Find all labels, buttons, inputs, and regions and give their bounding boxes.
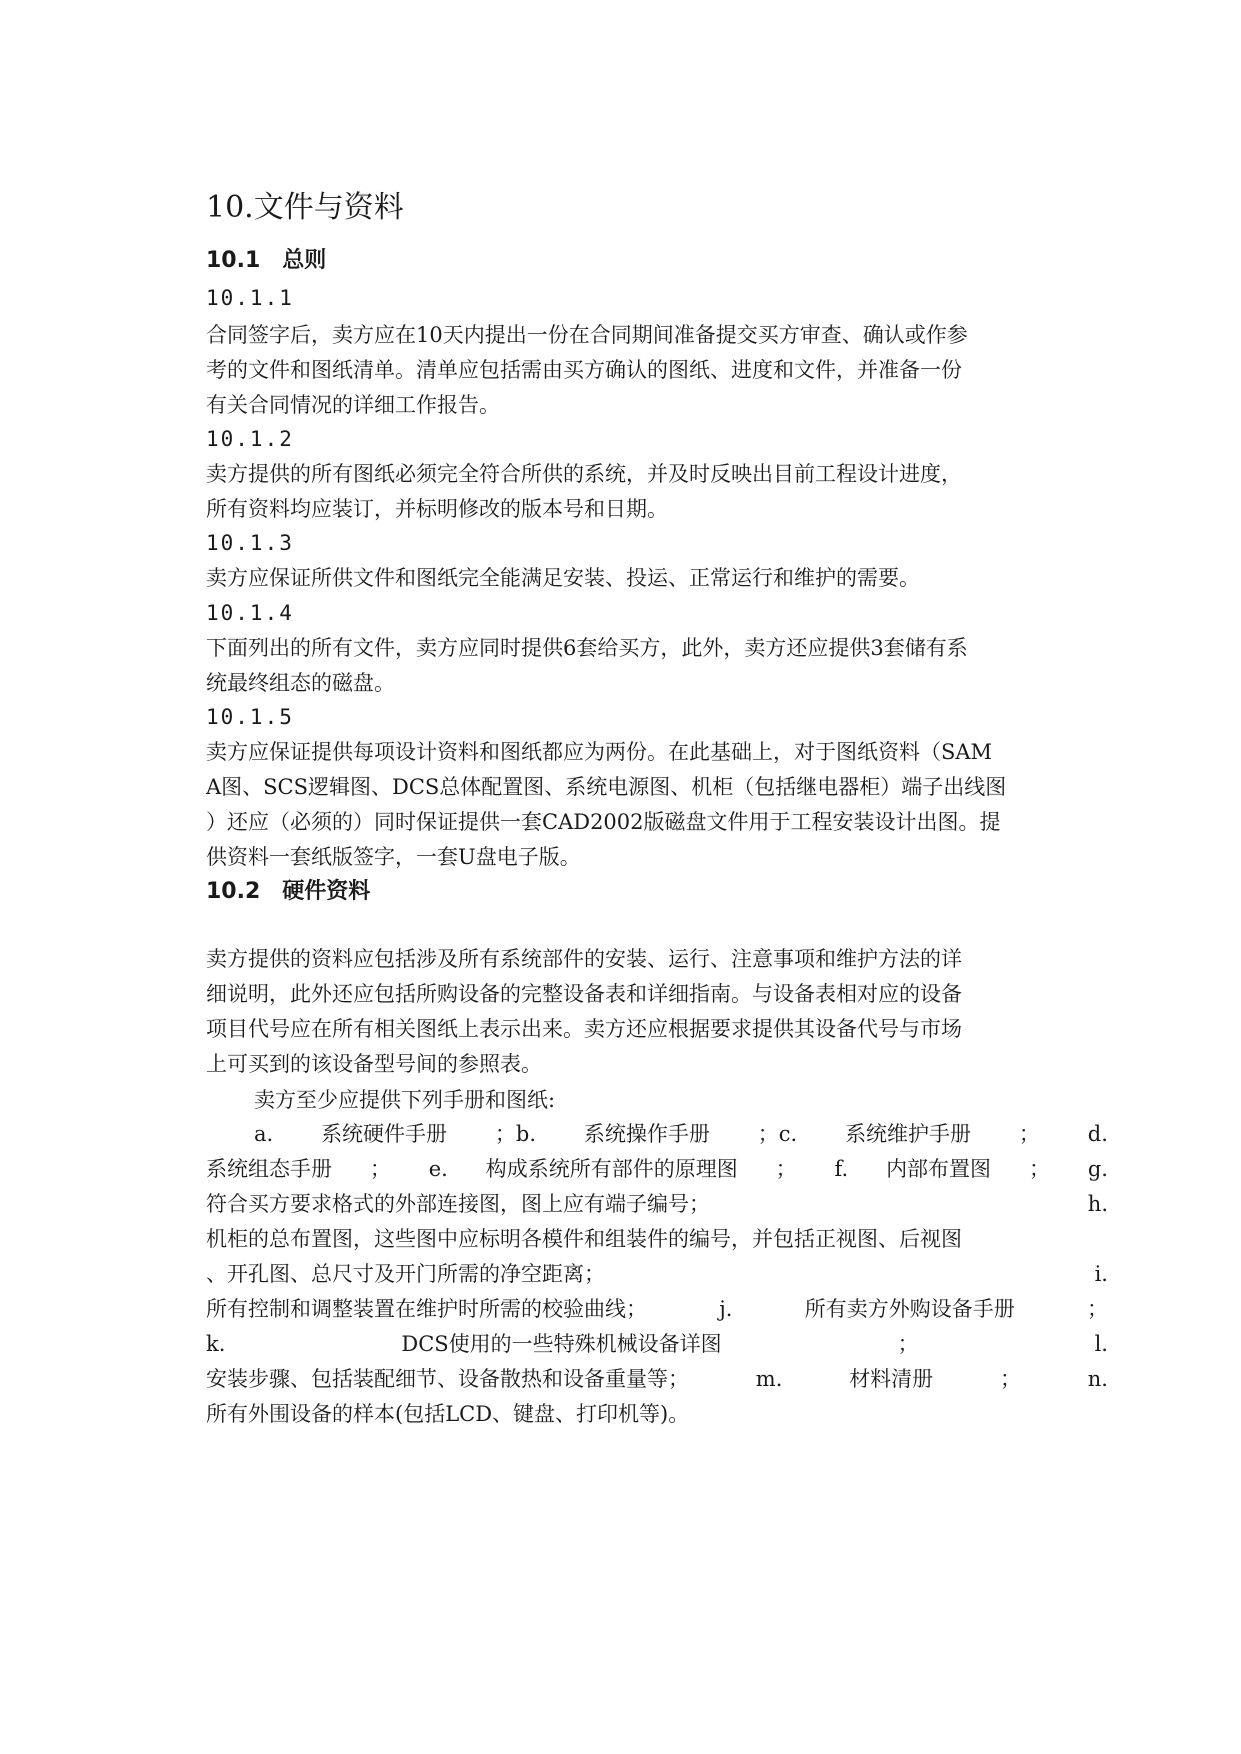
list-row	[206, 1294, 1108, 1324]
list-item: 机柜的总布置图，这些图中应标明各模件和组装件的编号，并包括正视图、后视图	[206, 1227, 962, 1251]
list-row	[206, 1399, 1108, 1429]
clause-number: 10.1.1	[206, 286, 294, 310]
list-item: 构成系统所有部件的原理图	[485, 1157, 738, 1181]
list-item: 系统组态手册	[206, 1157, 332, 1181]
list-marker: j.	[719, 1297, 733, 1321]
list-marker: h.	[1087, 1192, 1108, 1216]
section-heading-general: 10.1 总则	[206, 248, 327, 273]
clause-number: 10.1.2	[206, 427, 294, 451]
list-item: 系统操作手册	[583, 1122, 710, 1146]
paragraph-line: 卖方提供的资料应包括涉及所有系统部件的安装、运行、注意事项和维护方法的详	[206, 947, 962, 971]
section-heading-hardware: 10.2 硬件资料	[206, 879, 371, 904]
list-row	[206, 1364, 1108, 1394]
clause-number: 10.1.4	[206, 601, 294, 625]
paragraph-line: 项目代号应在所有相关图纸上表示出来。卖方还应根据要求提供其设备代号与市场	[206, 1017, 962, 1041]
list-item: 材料清册	[849, 1367, 934, 1391]
list-marker: k.	[206, 1332, 226, 1356]
clause-line: A图、SCS逻辑图、DCS总体配置图、系统电源图、机柜（包括继电器柜）端子出线图	[206, 775, 1007, 799]
clause-line: 卖方应保证所供文件和图纸完全能满足安装、投运、正常运行和维护的需要。	[206, 566, 920, 590]
clause-line: 所有资料均应装订，并标明修改的版本号和日期。	[206, 497, 668, 521]
list-separator: ；b.	[494, 1122, 537, 1146]
clause-line: 考的文件和图纸清单。清单应包括需由买方确认的图纸、进度和文件，并准备一份	[206, 358, 962, 382]
chapter-heading: 10.文件与资料	[206, 190, 404, 225]
list-item: 系统硬件手册	[321, 1122, 448, 1146]
clause-line: ）还应（必须的）同时保证提供一套CAD2002版磁盘文件用于工程安装设计出图。提	[206, 810, 1001, 834]
clause-number: 10.1.3	[206, 531, 294, 555]
list-row	[254, 1119, 1108, 1149]
list-item: DCS使用的一些特殊机械设备详图	[401, 1332, 722, 1356]
clause-line: 供资料一套纸版签字，一套U盘电子版。	[206, 845, 581, 869]
list-row	[206, 1189, 1108, 1219]
list-separator: ；	[999, 1367, 1021, 1391]
clause-line: 卖方应保证提供每项设计资料和图纸都应为两份。在此基础上，对于图纸资料（SAM	[206, 740, 993, 764]
list-marker: m.	[755, 1367, 783, 1391]
list-item: 所有外围设备的样本(包括LCD、键盘、打印机等)。	[206, 1402, 690, 1426]
list-row	[206, 1224, 1108, 1254]
list-separator: ；	[1086, 1297, 1108, 1321]
list-intro: 卖方至少应提供下列手册和图纸:	[254, 1088, 556, 1112]
list-separator: ；	[1028, 1157, 1050, 1181]
list-marker: d.	[1087, 1122, 1108, 1146]
list-row	[206, 1329, 1108, 1359]
list-separator: ；	[369, 1157, 391, 1181]
list-row	[206, 1259, 1108, 1289]
clause-line: 卖方提供的所有图纸必须完全符合所供的系统，并及时反映出目前工程设计进度，	[206, 462, 962, 486]
list-item: 符合买方要求格式的外部连接图，图上应有端子编号；	[206, 1192, 710, 1216]
list-separator: ；c.	[757, 1122, 798, 1146]
paragraph-line: 上可买到的该设备型号间的参照表。	[206, 1052, 542, 1076]
list-item: 安装步骤、包括装配细节、设备散热和设备重量等；	[206, 1367, 689, 1391]
clause-line: 有关合同情况的详细工作报告。	[206, 393, 500, 417]
list-separator: ；	[1018, 1122, 1040, 1146]
list-row	[206, 1154, 1108, 1184]
list-marker: g.	[1087, 1157, 1108, 1181]
paragraph-line: 细说明，此外还应包括所购设备的完整设备表和详细指南。与设备表相对应的设备	[206, 982, 962, 1006]
clause-line: 合同签字后，卖方应在10天内提出一份在合同期间准备提交买方审查、确认或作参	[206, 323, 968, 347]
list-separator: ；	[897, 1332, 919, 1356]
list-item: 系统维护手册	[845, 1122, 972, 1146]
list-item: 所有卖方外购设备手册	[804, 1297, 1015, 1321]
list-marker: l.	[1094, 1332, 1108, 1356]
list-separator: ；	[775, 1157, 797, 1181]
clause-line: 下面列出的所有文件，卖方应同时提供6套给买方，此外，卖方还应提供3套储有系	[206, 636, 968, 660]
list-marker: i.	[1094, 1262, 1108, 1286]
list-marker: e.	[428, 1157, 448, 1181]
list-item: 、开孔图、总尺寸及开门所需的净空距离；	[206, 1262, 605, 1286]
list-item: 所有控制和调整装置在维护时所需的校验曲线；	[206, 1297, 647, 1321]
clause-line: 统最终组态的磁盘。	[206, 671, 395, 695]
list-marker: f.	[834, 1157, 849, 1181]
clause-number: 10.1.5	[206, 705, 294, 729]
list-item: 内部布置图	[886, 1157, 992, 1181]
list-marker: n.	[1087, 1367, 1108, 1391]
list-marker: a.	[254, 1122, 274, 1146]
